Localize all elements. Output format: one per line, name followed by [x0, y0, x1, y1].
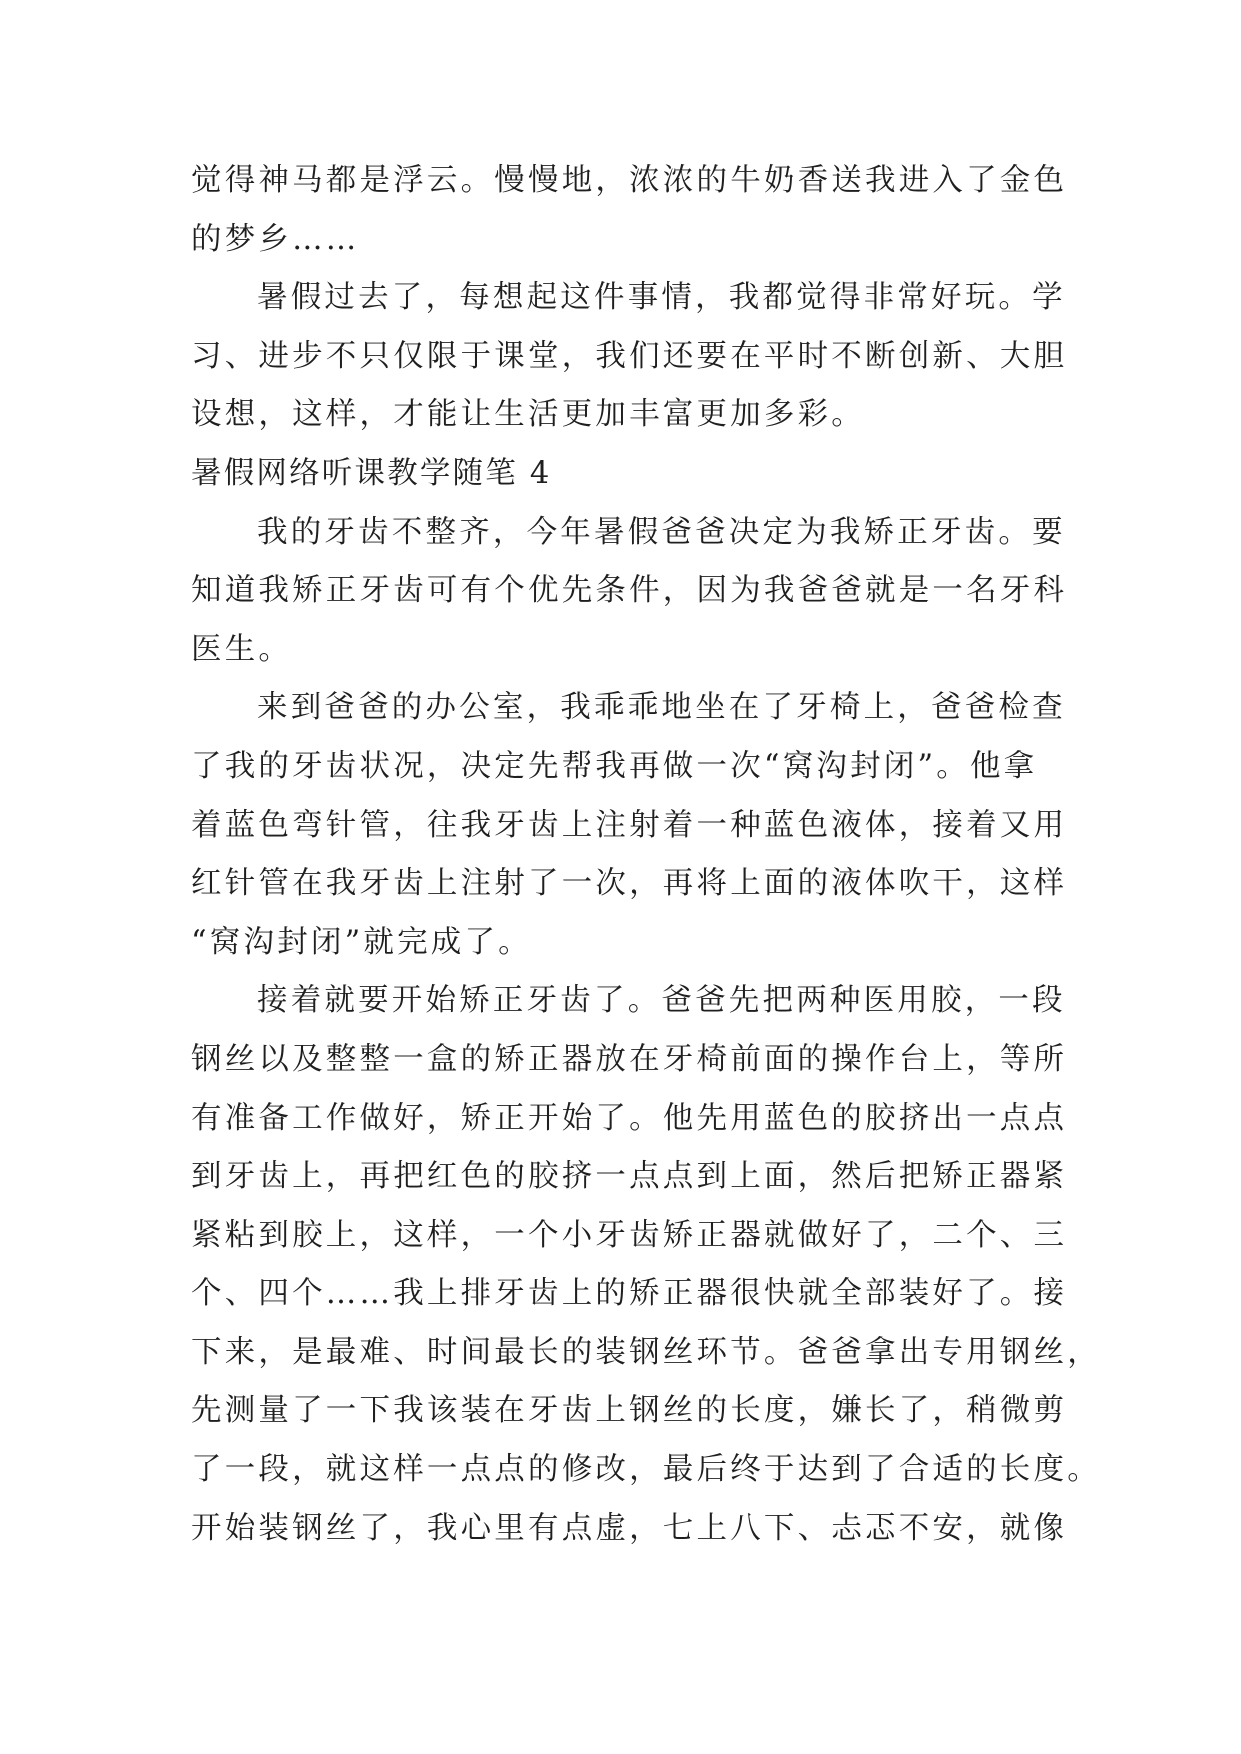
- document-body: [191, 152, 1101, 1558]
- text-line: 了一段，就这样一点点的修改，最后终于达到了合适的长度。: [191, 1452, 1101, 1488]
- text-line: 医生。: [191, 631, 293, 667]
- text-line: 个、四个……我上排牙齿上的矫正器很快就全部装好了。接: [191, 1276, 1068, 1312]
- text-line: 下来，是最难、时间最长的装钢丝环节。爸爸拿出专用钢丝，: [191, 1334, 1101, 1370]
- paragraph-start-line: 我的牙齿不整齐，今年暑假爸爸决定为我矫正牙齿。要: [257, 514, 1066, 550]
- paragraph-start-line: 暑假过去了，每想起这件事情，我都觉得非常好玩。学: [257, 280, 1066, 316]
- text-line: 设想，这样，才能让生活更加丰富更加多彩。: [191, 397, 865, 433]
- text-line: 到牙齿上，再把红色的胶挤一点点到上面，然后把矫正器紧: [191, 1159, 1068, 1195]
- text-line: 习、进步不只仅限于课堂，我们还要在平时不断创新、大胆: [191, 338, 1068, 374]
- text-line: “窝沟封闭”就完成了。: [191, 924, 532, 960]
- paragraph-start-line: 来到爸爸的办公室，我乖乖地坐在了牙椅上，爸爸检查: [257, 690, 1066, 726]
- text-line: 觉得神马都是浮云。慢慢地，浓浓的牛奶香送我进入了金色: [191, 163, 1068, 198]
- text-line: 的梦乡……: [191, 221, 360, 257]
- text-line: 钢丝以及整整一盒的矫正器放在牙椅前面的操作台上，等所: [191, 1041, 1068, 1077]
- text-line: 有准备工作做好，矫正开始了。他先用蓝色的胶挤出一点点: [191, 1100, 1068, 1136]
- text-line: 了我的牙齿状况，决定先帮我再做一次“窝沟封闭”。他拿: [191, 748, 1038, 784]
- paragraph-start-line: 接着就要开始矫正牙齿了。爸爸先把两种医用胶，一段: [257, 983, 1066, 1019]
- text-line: 开始装钢丝了，我心里有点虚，七上八下、忐忑不安，就像: [191, 1510, 1068, 1546]
- section-heading: 暑假网络听课教学随笔 4: [191, 455, 552, 491]
- text-line: 知道我矫正牙齿可有个优先条件，因为我爸爸就是一名牙科: [191, 573, 1068, 609]
- text-line: 着蓝色弯针管，往我牙齿上注射着一种蓝色液体，接着又用: [191, 807, 1068, 843]
- text-line: 紧粘到胶上，这样，一个小牙齿矫正器就做好了，二个、三: [191, 1217, 1068, 1253]
- text-line: 先测量了一下我该装在牙齿上钢丝的长度，嫌长了，稍微剪: [191, 1393, 1068, 1429]
- text-line: 红针管在我牙齿上注射了一次，再将上面的液体吹干，这样: [191, 866, 1068, 902]
